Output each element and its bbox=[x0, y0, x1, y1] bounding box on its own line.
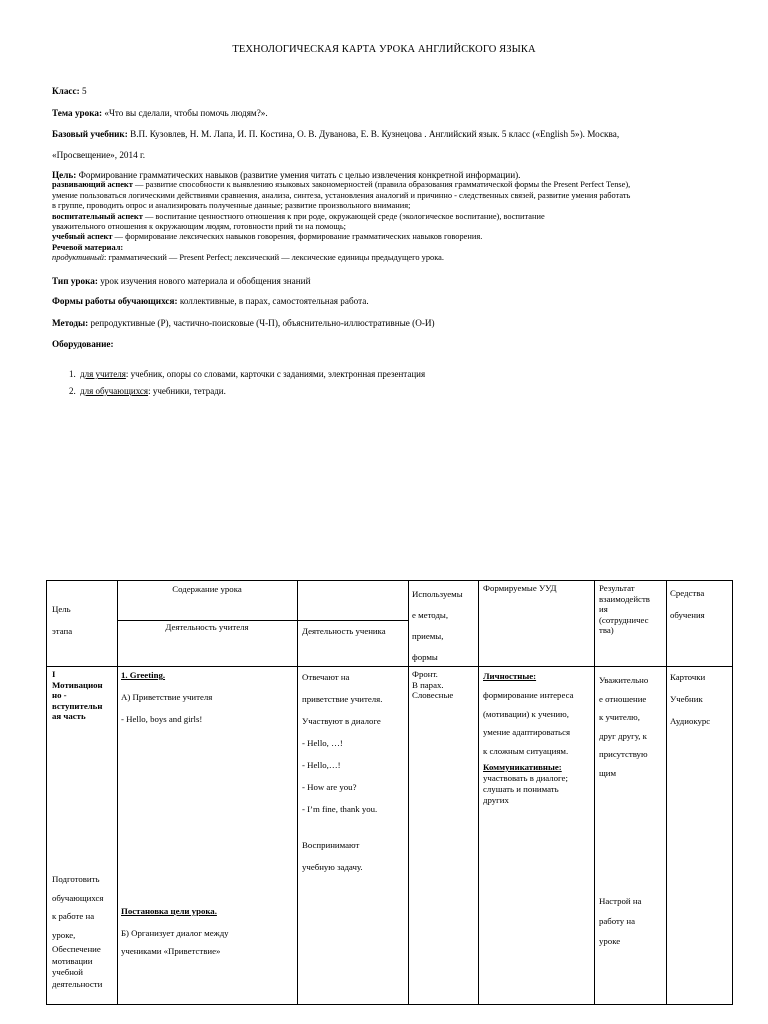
means-cell: Карточки Учебник Аудиокурс bbox=[670, 672, 711, 726]
lesson-type-value: урок изучения нового материала и обобщения знаний bbox=[97, 276, 311, 286]
equipment-item-text: : учебники, тетради. bbox=[148, 386, 226, 396]
equipment-line bbox=[52, 339, 114, 349]
productive-label: продуктивный bbox=[52, 253, 104, 263]
edu-aspect-text: — воспитание ценностного отношения к при роде, окружающей среде (экологическое воспитание), воспитание bbox=[142, 211, 545, 221]
teacher-activity: 1. Greeting. А) Приветствие учителя - Hello, boys and girls! bbox=[121, 670, 213, 724]
dev-aspect-line-3: в группе, проводить опрос и анализировать полученные данные; развитие произвольного внимания; bbox=[52, 201, 411, 211]
lesson-type-line bbox=[52, 276, 311, 286]
lesson-table bbox=[46, 580, 732, 1004]
material-label: Речевой материал: bbox=[52, 242, 124, 252]
result-mood: Настрой на работу на уроке bbox=[599, 896, 642, 946]
topic-value: «Что вы сделали, чтобы помочь людям?». bbox=[102, 108, 268, 118]
textbook-line bbox=[52, 129, 619, 139]
dev-aspect-label: развивающий аспект bbox=[52, 180, 133, 190]
topic-label: Тема урока: bbox=[52, 108, 103, 118]
header-means: Средства обучения bbox=[670, 588, 705, 620]
forms-value: коллективные, в парах, самостоятельная работа. bbox=[177, 296, 369, 306]
equipment-item-text: : учебник, опоры со словами, карточки с заданиями, электронная презентация bbox=[125, 369, 426, 379]
equipment-item-lead: для учителя bbox=[80, 369, 126, 379]
methods-value: репродуктивные (Р), частично-поисковые (Ч-П), объяснительно-иллюстративные (О-И) bbox=[88, 318, 435, 328]
stage-goal-motivation: Обеспечение мотивации учебной деятельности bbox=[52, 944, 103, 989]
header-methods: Используемы е методы, приемы, формы bbox=[412, 589, 463, 662]
textbook-value: В.П. Кузовлев, Н. М. Лапа, И. П. Костина, О. В. Дуванова, Е. В. Кузнецова . Английский язык. 5 класс («English 5»). Москва, bbox=[127, 129, 620, 139]
equipment-label: Оборудование: bbox=[52, 339, 114, 349]
goal-value: Формирование грамматических навыков (развитие умения читать с целью извлечения конкретной информации). bbox=[76, 170, 521, 180]
document-title: ТЕХНОЛОГИЧЕСКАЯ КАРТА УРОКА АНГЛИЙСКОГО ЯЗЫКА bbox=[232, 44, 536, 55]
dev-aspect-text: — развитие способности к выявлению языковых закономерностей (правила образования грамматической формы the Present Perfect Tense), bbox=[132, 180, 631, 190]
textbook-label: Базовый учебник: bbox=[52, 129, 128, 139]
header-student: Деятельность ученика bbox=[302, 626, 386, 636]
stage-title: I Мотивацион но - вступительн ая часть bbox=[52, 669, 103, 721]
edu-aspect-line bbox=[52, 212, 732, 222]
result-cell: Уважительно е отношение к учителю, друг другу, к присутствую щим bbox=[599, 675, 649, 778]
forms-line bbox=[52, 296, 369, 306]
material-line bbox=[52, 243, 732, 253]
stage-goal-prepare: Подготовить обучающихся к работе на уроке, bbox=[52, 874, 104, 940]
goal-block bbox=[52, 170, 732, 264]
student-perceive: Воспринимают учебную задачу. bbox=[302, 840, 363, 872]
lesson-type-label: Тип урока: bbox=[52, 276, 98, 286]
header-result: Результат взаимодейств ия (сотрудничес тва) bbox=[599, 583, 650, 635]
greeting-heading: 1. Greeting. bbox=[121, 670, 166, 680]
dev-aspect-line bbox=[52, 180, 732, 190]
forms-label: Формы работы обучающихся: bbox=[52, 296, 178, 306]
topic-line bbox=[52, 108, 268, 118]
equipment-item-students bbox=[78, 383, 425, 400]
header-goal: Цель этапа bbox=[52, 604, 73, 636]
dev-aspect-line-2: умение пользоваться логическими действиями сравнения, анализа, синтеза, установления аналогий и причинно - следственных связей, развитие умения работать bbox=[52, 190, 631, 200]
productive-line bbox=[52, 253, 732, 263]
study-aspect-text: — формирование лексических навыков говорения, формирование грамматических навыков говорения. bbox=[112, 232, 483, 242]
productive-text: : грамматический — Present Perfect; лексический — лексические единицы предыдущего урока. bbox=[104, 253, 444, 263]
study-aspect-label: учебный аспект bbox=[52, 232, 113, 242]
communicative-label: Коммуникативные: bbox=[483, 762, 562, 772]
uud-cell: Личностные: формирование интереса (мотивации) к учению, умение адаптироваться к сложным ситуациям. Коммуникативные: участвовать в диалоге; слушать и понимать других bbox=[483, 671, 574, 805]
equipment-item-teacher bbox=[78, 366, 425, 383]
methods-line bbox=[52, 318, 435, 328]
header-content: Содержание урока bbox=[172, 584, 242, 594]
edu-aspect-label: воспитательный аспект bbox=[52, 211, 143, 221]
goal-label: Цель: bbox=[52, 170, 77, 180]
class-line bbox=[52, 86, 87, 96]
header-teacher: Деятельность учителя bbox=[165, 622, 249, 632]
goal-setting-heading: Постановка цели урока. bbox=[121, 906, 217, 916]
methods-label: Методы: bbox=[52, 318, 89, 328]
student-activity: Отвечают на приветствие учителя. Участвуют в диалоге - Hello, …! - Hello,…! - How are you? - I’m fine, thank you. bbox=[302, 672, 383, 814]
class-label: Класс: bbox=[52, 86, 80, 96]
teacher-goal-setting: Постановка цели урока. Б) Организует диалог между учениками «Приветствие» bbox=[121, 906, 229, 956]
personal-label: Личностные: bbox=[483, 671, 537, 681]
study-aspect-line bbox=[52, 232, 732, 242]
textbook-line-2: «Просвещение», 2014 г. bbox=[52, 150, 146, 160]
methods-cell: Фронт. В парах. Словесные bbox=[412, 669, 454, 700]
header-uud: Формируемые УУД bbox=[483, 583, 557, 593]
edu-aspect-line-2: уважительного отношения к окружающим людям, готовности прий ти на помощь; bbox=[52, 222, 346, 232]
goal-line bbox=[52, 170, 732, 180]
equipment-list bbox=[52, 366, 425, 400]
class-value: 5 bbox=[79, 86, 87, 96]
equipment-item-lead: для обучающихся bbox=[80, 386, 149, 396]
